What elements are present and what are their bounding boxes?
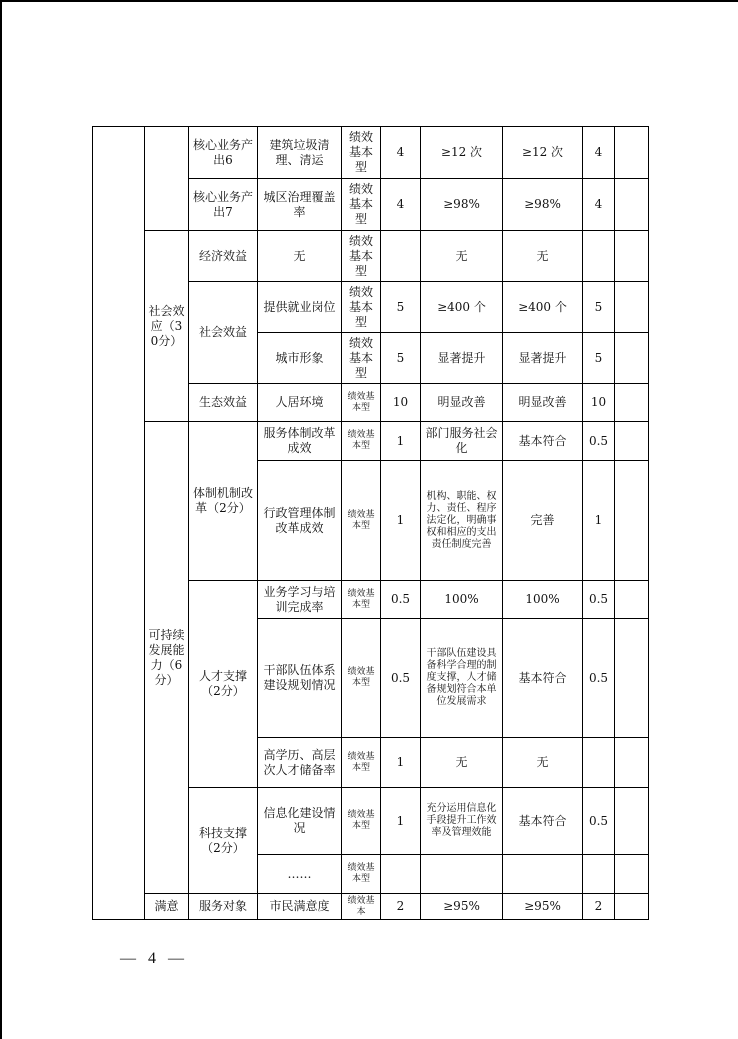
target-cell: ≥400 个 [421, 282, 503, 333]
indicator-cell: 行政管理体制改革成效 [258, 461, 342, 581]
score-cell: 4 [583, 179, 615, 231]
level3-cell: 服务对象 [189, 894, 258, 920]
note-cell [615, 461, 649, 581]
target-cell: 干部队伍建设具备科学合理的制度支撑，人才储备规划符合本单位发展需求 [421, 619, 503, 738]
level3-cell: 经济效益 [189, 231, 258, 282]
actual-cell: ≥95% [503, 894, 583, 920]
level3-cell: 体制机制改革（2分） [189, 422, 258, 581]
target-cell: ≥12 次 [421, 127, 503, 179]
actual-cell: 基本符合 [503, 619, 583, 738]
actual-cell: 显著提升 [503, 333, 583, 384]
weight-cell: 0.5 [381, 581, 421, 619]
score-cell [583, 738, 615, 788]
weight-cell: 2 [381, 894, 421, 920]
level3-cell: 核心业务产出6 [189, 127, 258, 179]
type-cell: 绩效基本型 [342, 127, 381, 179]
score-cell: 5 [583, 333, 615, 384]
note-cell [615, 231, 649, 282]
table-row [93, 894, 649, 920]
type-cell: 绩效基本 [342, 894, 381, 920]
score-cell: 0.5 [583, 581, 615, 619]
type-cell: 绩效基本型 [342, 855, 381, 894]
weight-cell: 0.5 [381, 619, 421, 738]
level3-cell: 科技支撑（2分） [189, 788, 258, 894]
note-cell [615, 894, 649, 920]
weight-cell: 5 [381, 282, 421, 333]
type-cell: 绩效基本型 [342, 282, 381, 333]
score-cell [583, 231, 615, 282]
target-cell: ≥98% [421, 179, 503, 231]
indicator-cell: 建筑垃圾清理、清运 [258, 127, 342, 179]
note-cell [615, 127, 649, 179]
note-cell [615, 855, 649, 894]
type-cell: 绩效基本型 [342, 461, 381, 581]
note-cell [615, 788, 649, 855]
weight-cell: 10 [381, 384, 421, 422]
target-cell: 充分运用信息化手段提升工作效率及管理效能 [421, 788, 503, 855]
note-cell [615, 581, 649, 619]
actual-cell: ≥12 次 [503, 127, 583, 179]
score-cell: 1 [583, 461, 615, 581]
note-cell [615, 422, 649, 461]
type-cell: 绩效基本型 [342, 333, 381, 384]
actual-cell: ≥400 个 [503, 282, 583, 333]
actual-cell: ≥98% [503, 179, 583, 231]
target-cell: ≥95% [421, 894, 503, 920]
page-number: — 4 — [120, 950, 188, 967]
score-cell: 5 [583, 282, 615, 333]
actual-cell: 100% [503, 581, 583, 619]
level2-cell: 可持续发展能力（6分） [145, 422, 189, 894]
performance-table [92, 126, 649, 920]
note-cell [615, 333, 649, 384]
indicator-cell: 人居环境 [258, 384, 342, 422]
note-cell [615, 738, 649, 788]
indicator-cell: 市民满意度 [258, 894, 342, 920]
score-cell: 0.5 [583, 788, 615, 855]
type-cell: 绩效基本型 [342, 581, 381, 619]
actual-cell: 基本符合 [503, 422, 583, 461]
indicator-cell: 提供就业岗位 [258, 282, 342, 333]
target-cell: 无 [421, 738, 503, 788]
type-cell: 绩效基本型 [342, 788, 381, 855]
weight-cell: 1 [381, 422, 421, 461]
indicator-cell: 信息化建设情况 [258, 788, 342, 855]
score-cell: 4 [583, 127, 615, 179]
note-cell [615, 384, 649, 422]
type-cell: 绩效基本型 [342, 384, 381, 422]
table-row [93, 422, 649, 461]
type-cell: 绩效基本型 [342, 619, 381, 738]
actual-cell [503, 855, 583, 894]
target-cell: 显著提升 [421, 333, 503, 384]
score-cell: 10 [583, 384, 615, 422]
indicator-cell: …… [258, 855, 342, 894]
target-cell [421, 855, 503, 894]
level3-cell: 社会效益 [189, 282, 258, 384]
type-cell: 绩效基本型 [342, 231, 381, 282]
indicator-cell: 干部队伍体系建设规划情况 [258, 619, 342, 738]
table-row [93, 231, 649, 282]
indicator-cell: 无 [258, 231, 342, 282]
note-cell [615, 282, 649, 333]
actual-cell: 完善 [503, 461, 583, 581]
score-cell [583, 855, 615, 894]
weight-cell: 5 [381, 333, 421, 384]
type-cell: 绩效基本型 [342, 422, 381, 461]
note-cell [615, 619, 649, 738]
weight-cell [381, 855, 421, 894]
target-cell: 明显改善 [421, 384, 503, 422]
target-cell: 部门服务社会化 [421, 422, 503, 461]
level1-cell [93, 127, 145, 920]
actual-cell: 基本符合 [503, 788, 583, 855]
level3-cell: 生态效益 [189, 384, 258, 422]
actual-cell: 无 [503, 231, 583, 282]
level2-cell: 满意 [145, 894, 189, 920]
target-cell: 无 [421, 231, 503, 282]
type-cell: 绩效基本型 [342, 738, 381, 788]
target-cell: 100% [421, 581, 503, 619]
level2-cell [145, 127, 189, 231]
weight-cell [381, 231, 421, 282]
score-cell: 2 [583, 894, 615, 920]
weight-cell: 4 [381, 179, 421, 231]
indicator-cell: 服务体制改革成效 [258, 422, 342, 461]
weight-cell: 1 [381, 788, 421, 855]
note-cell [615, 179, 649, 231]
weight-cell: 1 [381, 461, 421, 581]
indicator-cell: 高学历、高层次人才储备率 [258, 738, 342, 788]
level3-cell: 人才支撑（2分） [189, 581, 258, 788]
actual-cell: 明显改善 [503, 384, 583, 422]
level2-cell: 社会效应（30分） [145, 231, 189, 422]
indicator-cell: 业务学习与培训完成率 [258, 581, 342, 619]
actual-cell: 无 [503, 738, 583, 788]
table-row [93, 127, 649, 179]
type-cell: 绩效基本型 [342, 179, 381, 231]
score-cell: 0.5 [583, 422, 615, 461]
score-cell: 0.5 [583, 619, 615, 738]
weight-cell: 1 [381, 738, 421, 788]
target-cell: 机构、职能、权力、责任、程序法定化，明确事权和相应的支出责任制度完善 [421, 461, 503, 581]
weight-cell: 4 [381, 127, 421, 179]
indicator-cell: 城区治理覆盖率 [258, 179, 342, 231]
level3-cell: 核心业务产出7 [189, 179, 258, 231]
indicator-cell: 城市形象 [258, 333, 342, 384]
